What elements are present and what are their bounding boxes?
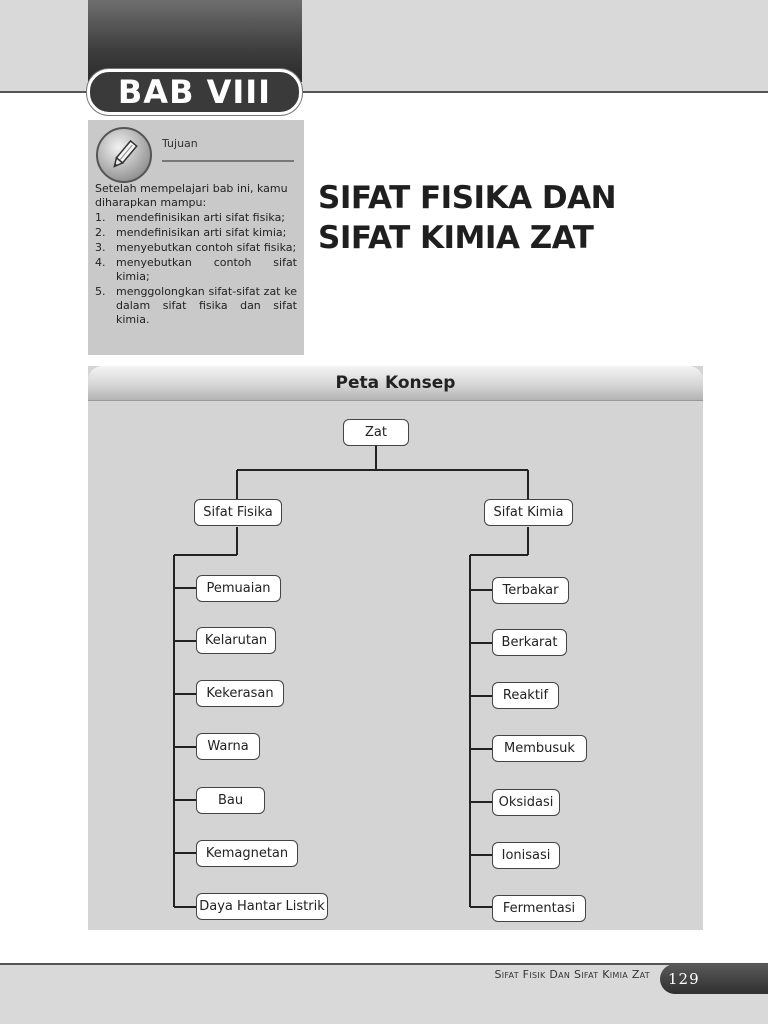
concept-node-kelarutan: Kelarutan: [196, 627, 276, 654]
objectives-intro: Setelah mempelajari bab ini, kamu diharapkan mampu:: [95, 182, 288, 209]
objective-item: 1. mendefinisikan arti sifat fisika;: [95, 211, 286, 224]
concept-node-terbakar: Terbakar: [492, 577, 569, 604]
concept-node-sifat-kimia: Sifat Kimia: [484, 499, 573, 526]
concept-node-oksidasi: Oksidasi: [492, 789, 560, 816]
concept-node-kemagnetan: Kemagnetan: [196, 840, 298, 867]
concept-node-membusuk: Membusuk: [492, 735, 587, 762]
pencil-icon: [96, 127, 152, 183]
concept-node-reaktif: Reaktif: [492, 682, 559, 709]
concept-map-heading: Peta Konsep: [88, 366, 703, 401]
objectives-box: [88, 120, 304, 355]
chapter-title-line: SIFAT KIMIA ZAT: [318, 220, 594, 256]
concept-node-fermentasi: Fermentasi: [492, 895, 586, 922]
objective-item: 4. menyebutkan contoh sifat kimia;: [95, 256, 297, 283]
objective-item: 3. menyebutkan contoh sifat fisika;: [95, 241, 297, 254]
running-title: Sifat Fisik Dan Sifat Kimia Zat: [494, 968, 650, 981]
footer-band: [0, 963, 768, 1024]
concept-node-daya-hantar-listrik: Daya Hantar Listrik: [196, 893, 328, 920]
concept-node-bau: Bau: [196, 787, 265, 814]
concept-node-ionisasi: Ionisasi: [492, 842, 560, 869]
concept-node-sifat-fisika: Sifat Fisika: [194, 499, 282, 526]
objectives-list: [95, 211, 297, 328]
concept-node-warna: Warna: [196, 733, 260, 760]
concept-node-berkarat: Berkarat: [492, 629, 567, 656]
concept-map-panel: [88, 366, 703, 930]
concept-node-pemuaian: Pemuaian: [196, 575, 281, 602]
page-number: 129: [660, 964, 768, 994]
objectives-divider: [162, 160, 294, 162]
concept-node-root: Zat: [343, 419, 409, 446]
objective-item: 2. mendefinisikan arti sifat kimia;: [95, 226, 287, 239]
objective-item: 5. menggolongkan sifat-sifat zat ke dalam sifat fisika dan sifat kimia.: [95, 285, 297, 326]
concept-node-kekerasan: Kekerasan: [196, 680, 284, 707]
chapter-title-line: SIFAT FISIKA DAN: [318, 180, 617, 216]
concept-map-connectors: [88, 366, 703, 930]
chapter-label: BAB VIII: [87, 69, 302, 115]
objectives-title: Tujuan: [162, 137, 198, 150]
chapter-title: [318, 178, 738, 258]
